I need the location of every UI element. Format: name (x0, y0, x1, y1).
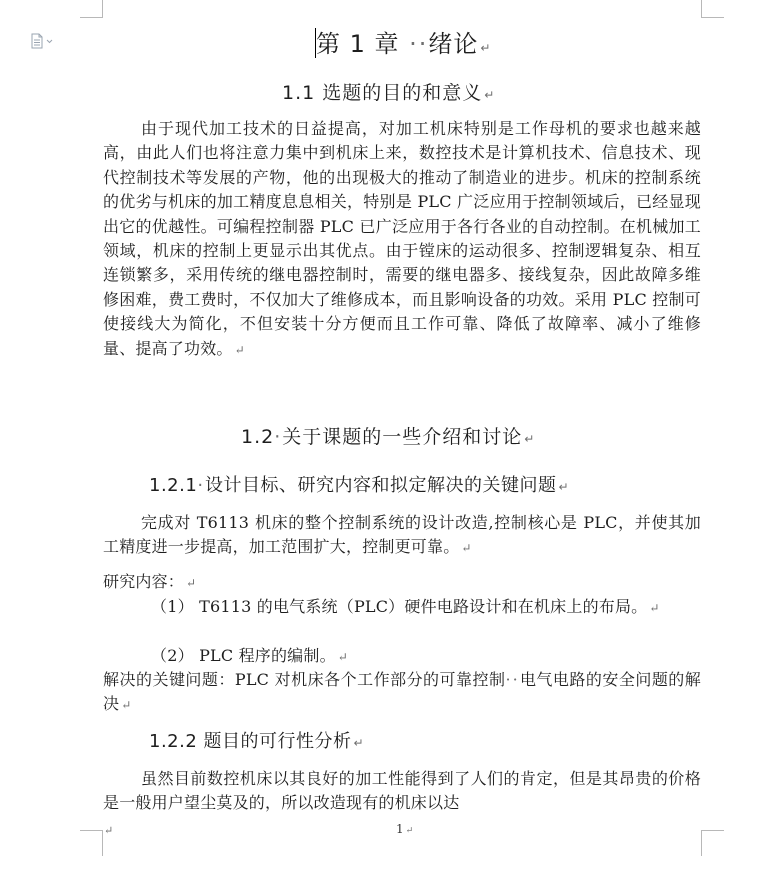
space-mark: ·· (505, 670, 520, 689)
crop-mark-top-left-h (80, 17, 102, 18)
chapter-title: 第 1 章 (316, 30, 400, 58)
page-number (396, 822, 413, 836)
paragraph-mark: ↵ (405, 826, 414, 836)
research-item-2 (103, 644, 701, 669)
label-text: 研究内容： (103, 572, 185, 591)
paragraph-mark: ↵ (461, 541, 472, 556)
section-title: 关于课题的一些介绍和讨论 (282, 426, 523, 448)
section-1-1-paragraph (103, 117, 701, 362)
section-1-2-1-paragraph (103, 511, 701, 561)
research-item-1 (103, 595, 701, 620)
paragraph-mark: ↵ (353, 736, 365, 750)
research-content-label (103, 570, 701, 595)
crop-mark-top-right-v (701, 0, 702, 18)
section-number: 1.2 (241, 426, 275, 448)
paragraph-text: 虽然目前数控机床以其良好的加工性能得到了人们的肯定，但是其昂贵的价格是一般用户望尘莫及的，所以改造现有的机床以达 (103, 769, 701, 813)
crop-mark-bottom-right-v (701, 830, 702, 856)
section-1-2-2-paragraph (103, 767, 701, 816)
chapter-title-tail: 绪论 (428, 30, 479, 58)
subsection-title: 设计目标、研究内容和拟定解决的关键问题 (205, 475, 557, 496)
crop-mark-top-right-h (702, 17, 724, 18)
paragraph-mark: ↵ (484, 88, 496, 102)
paragraph-mark: ↵ (524, 432, 536, 446)
space-mark: · (197, 475, 206, 496)
section-heading-1-2 (241, 424, 535, 452)
space-mark: · (274, 426, 283, 448)
subsection-heading-1-2-1 (149, 473, 569, 500)
paragraph-mark: ↵ (234, 342, 245, 357)
item-text: （2） PLC 程序的编制。 (151, 646, 336, 665)
key-problem-text: 解决的关键问题：PLC 对机床各个工作部分的可靠控制 (103, 670, 506, 689)
paragraph-mark: ↵ (337, 650, 349, 664)
item-text: （1） T6113 的电气系统（PLC）硬件电路设计和在机床上的布局。 (151, 597, 648, 616)
section-heading-1-1 (282, 80, 495, 108)
document-nav-icon[interactable] (30, 33, 54, 49)
subsection-number: 1.2.1 (149, 475, 198, 496)
chapter-heading (316, 28, 491, 64)
paragraph-text: 由于现代加工技术的日益提高，对加工机床特别是工作母机的要求也越来越高，由此人们也将注意力集中到机床上来，数控技术是计算机技术、信息技术、现代控制技术等发展的产物，他的出现极大的推动了制造业的进步。机床的控制系统的优劣与机床的加工精度息息相关，特别是 PLC 广泛应用于控制领域后，已经显现出它的优越性。可编程控制器 PLC 已广泛应用于各行各业的自动控制。在机械加工领域，机床的控制上更显示出其优点。由于镗床的运动很多、控制逻辑复杂、相互连锁繁多，采用传统的继电器控制时，需要的继电器多、接线复杂，因此故障多维修困难，费工费时，不仅加大了维修成本，而且影响设备的功效。采用 PLC 控制可使接线大为简化，不但安装十分方便而且工作可靠、降低了故障率、减小了维修量、提高了功效。 (103, 119, 701, 358)
paragraph-mark: ↵ (480, 41, 492, 55)
subsection-title: 1.2.2 题目的可行性分析 (149, 731, 352, 752)
subsection-heading-1-2-2 (149, 729, 364, 756)
crop-mark-bottom-left-h (80, 830, 102, 831)
paragraph-mark: ↵ (558, 480, 570, 494)
key-problem-tail: 电气电路的安全问题的解决 (103, 670, 701, 714)
crop-mark-bottom-right-h (702, 830, 724, 831)
key-problem-paragraph (103, 668, 701, 718)
crop-mark-bottom-left-v (102, 830, 103, 856)
crop-mark-top-left-v (102, 0, 103, 18)
space-mark: ·· (399, 30, 429, 58)
page-number-value: 1 (396, 822, 404, 836)
section-title: 1.1 选题的目的和意义 (282, 82, 483, 104)
paragraph-mark: ↵ (649, 601, 660, 615)
paragraph-mark: ↵ (121, 698, 132, 713)
footer-paragraph-mark-left: ↵ (104, 824, 114, 837)
paragraph-text: 完成对 T6113 机床的整个控制系统的设计改造,控制核心是 PLC，并使其加工精度进一步提高，加工范围扩大，控制更可靠。 (103, 513, 701, 557)
paragraph-mark: ↵ (186, 576, 197, 590)
